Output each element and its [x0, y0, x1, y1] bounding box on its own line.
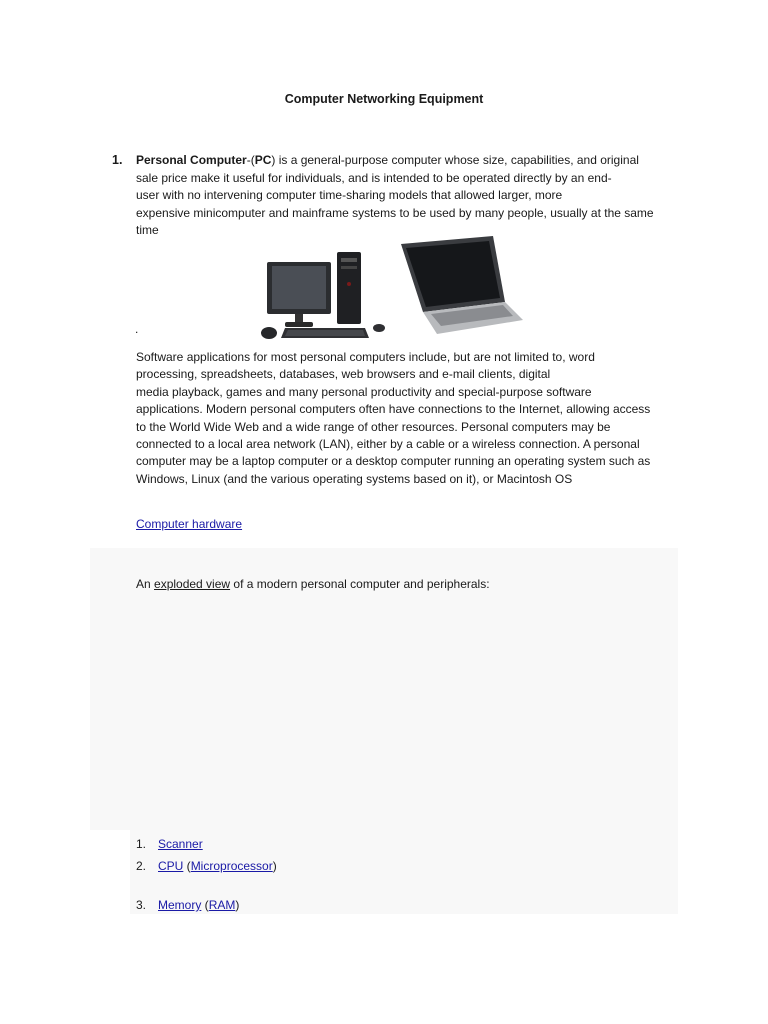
document-title: Computer Networking Equipment [284, 92, 484, 106]
computer-hardware-link[interactable]: Computer hardware [136, 517, 243, 531]
intro-line: expensive minicomputer and mainframe systems to be used by many people, usually at the same [136, 205, 654, 220]
list-item: 3. Memory (RAM) [136, 898, 240, 912]
cpu-link[interactable]: CPU [158, 859, 184, 873]
keyboard-image [261, 324, 385, 339]
laptop-image [401, 236, 523, 334]
exploded-view-link[interactable]: exploded view [154, 577, 231, 591]
term-personal-computer: Personal Computer [136, 153, 247, 167]
software-paragraph [136, 349, 684, 488]
intro-line: sale price make it useful for individuals, and is intended to be operated directly by an end- [136, 170, 612, 185]
personal-computer-paragraph: Personal Computer-(PC) is a general-purpose computer whose size, capabilities, and original sale price make it useful for individuals, and is intended to be operated directly by an end- user with no intervening computer time-sharing models that allowed larger, more expensive minicomputer and mainframe systems to be used by many people, usually at the same time [136, 152, 684, 240]
software-line: computer may be a laptop computer or a desktop computer running an operating system such as [136, 454, 651, 469]
desktop-monitor-image [267, 262, 331, 327]
software-line: to the World Wide Web and a wide range of other resources. Personal computers may be [136, 419, 611, 434]
intro-line: time [136, 223, 159, 237]
software-line: Software applications for most personal computers include, but are not limited to, word [136, 350, 595, 364]
scanner-link[interactable]: Scanner [158, 837, 203, 851]
computer-images [255, 236, 525, 342]
software-line: media playback, games and many personal productivity and special-purpose software [136, 384, 592, 399]
term-pc: PC [254, 153, 272, 167]
microprocessor-link[interactable]: Microprocessor [190, 859, 273, 873]
memory-link[interactable]: Memory [158, 898, 202, 912]
desktop-tower-image [337, 252, 361, 324]
exploded-view-caption: An exploded view of a modern personal computer and peripherals: [136, 577, 490, 591]
list-item: 2. CPU (Microprocessor) [136, 859, 277, 873]
software-line: applications. Modern personal computers often have connections to the Internet, allowing access [136, 402, 651, 417]
ram-link[interactable]: RAM [208, 898, 236, 912]
software-line: Windows, Linux (and the various operating systems based on it), or Macintosh OS [136, 471, 573, 486]
intro-line: user with no intervening computer time-sharing models that allowed larger, more [136, 188, 563, 202]
list-item-number: 1. [112, 153, 123, 167]
software-line: processing, spreadsheets, databases, web browsers and e-mail clients, digital [136, 367, 551, 382]
software-line: connected to a local area network (LAN), either by a cable or a wireless connection. A personal [136, 437, 640, 452]
list-item: 1. Scanner [136, 837, 203, 851]
stray-period: . [135, 322, 139, 336]
